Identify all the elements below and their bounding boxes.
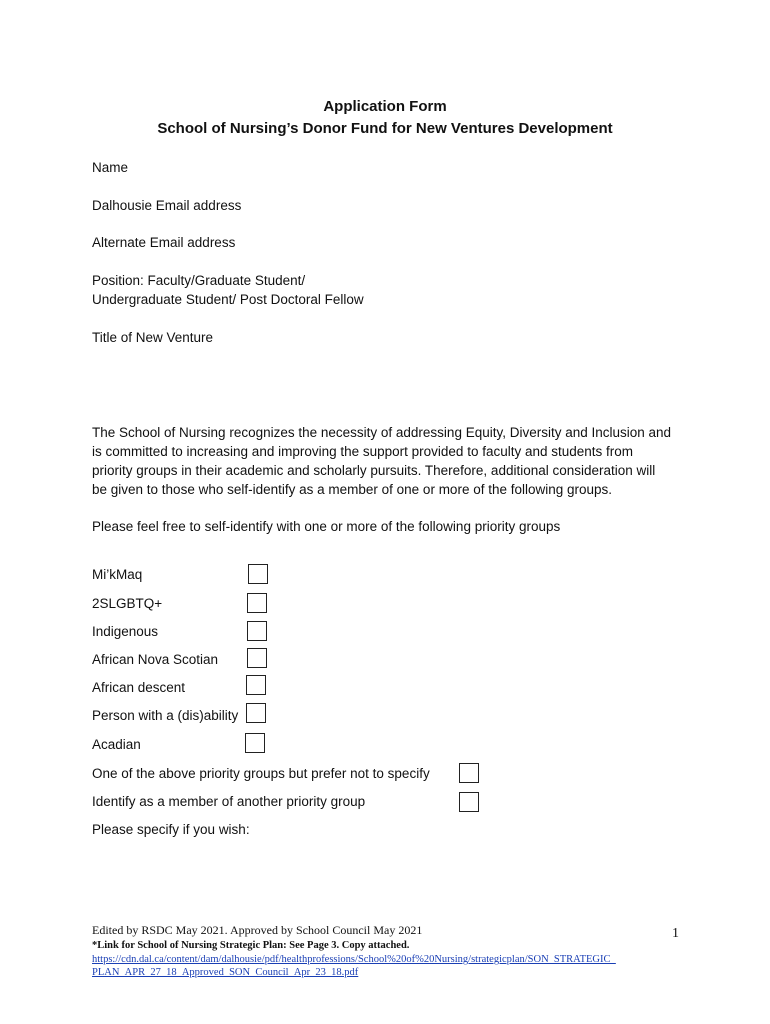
dal-email-label: Dalhousie Email address (92, 198, 242, 213)
group-label-african-nova-scotian: African Nova Scotian (92, 652, 219, 667)
checkbox-african-descent[interactable] (246, 675, 266, 695)
checkbox-acadian[interactable] (245, 733, 265, 753)
group-label-disability: Person with a (dis)ability (92, 708, 239, 723)
form-subtitle: School of Nursing’s Donor Fund for New Ventures Development (157, 120, 613, 137)
edi-statement-line: be given to those who self-identify as a member of one or more of the following groups. (92, 482, 613, 497)
alt-email-label: Alternate Email address (92, 235, 236, 250)
strategic-plan-link-line2[interactable]: PLAN_APR_27_18_Approved_SON_Council_Apr_23_18.pdf (92, 967, 359, 978)
checkbox-indigenous[interactable] (247, 621, 267, 641)
edi-statement (92, 423, 692, 499)
specify-label: Please specify if you wish: (92, 822, 250, 837)
group-label-another-group: Identify as a member of another priority group (92, 794, 366, 809)
checkbox-disability[interactable] (246, 703, 266, 723)
checkbox-mikmaq[interactable] (248, 564, 268, 584)
edi-statement-line: priority groups in their academic and scholarly pursuits. Therefore, additional consideration will (92, 463, 656, 478)
position-label-line2: Undergraduate Student/ Post Doctoral Fellow (92, 292, 364, 307)
form-title-block (0, 96, 770, 140)
edi-statement-line: The School of Nursing recognizes the necessity of addressing Equity, Diversity and Inclusion and (92, 425, 672, 440)
checkbox-another-group[interactable] (459, 792, 479, 812)
edi-statement-line: is committed to increasing and improving the support provided to faculty and students from (92, 444, 634, 459)
strategic-plan-link-line1[interactable]: https://cdn.dal.ca/content/dam/dalhousie/pdf/healthprofessions/School%20of%20Nursing/strategicplan/SON_STRATEGIC_ (92, 954, 616, 965)
position-label-line1: Position: Faculty/Graduate Student/ (92, 273, 306, 288)
footer-edited-note: Edited by RSDC May 2021. Approved by School Council May 2021 (92, 923, 423, 937)
footer-link-note: *Link for School of Nursing Strategic Plan: See Page 3. Copy attached. (92, 940, 410, 951)
group-label-mikmaq: Mi’kMaq (92, 567, 143, 582)
checkbox-prefer-not-to-specify[interactable] (459, 763, 479, 783)
checkbox-african-nova-scotian[interactable] (247, 648, 267, 668)
checkbox-2slgbtq[interactable] (247, 593, 267, 613)
group-label-acadian: Acadian (92, 737, 141, 752)
name-label: Name (92, 160, 129, 175)
venture-title-label: Title of New Venture (92, 330, 214, 345)
page-number: 1 (672, 926, 679, 941)
group-label-african-descent: African descent (92, 680, 186, 695)
self-identify-prompt: Please feel free to self-identify with one or more of the following priority groups (92, 519, 561, 534)
group-label-indigenous: Indigenous (92, 624, 159, 639)
form-title: Application Form (323, 98, 447, 115)
group-label-2slgbtq: 2SLGBTQ+ (92, 596, 163, 611)
group-label-prefer-not-to-specify: One of the above priority groups but prefer not to specify (92, 766, 430, 781)
